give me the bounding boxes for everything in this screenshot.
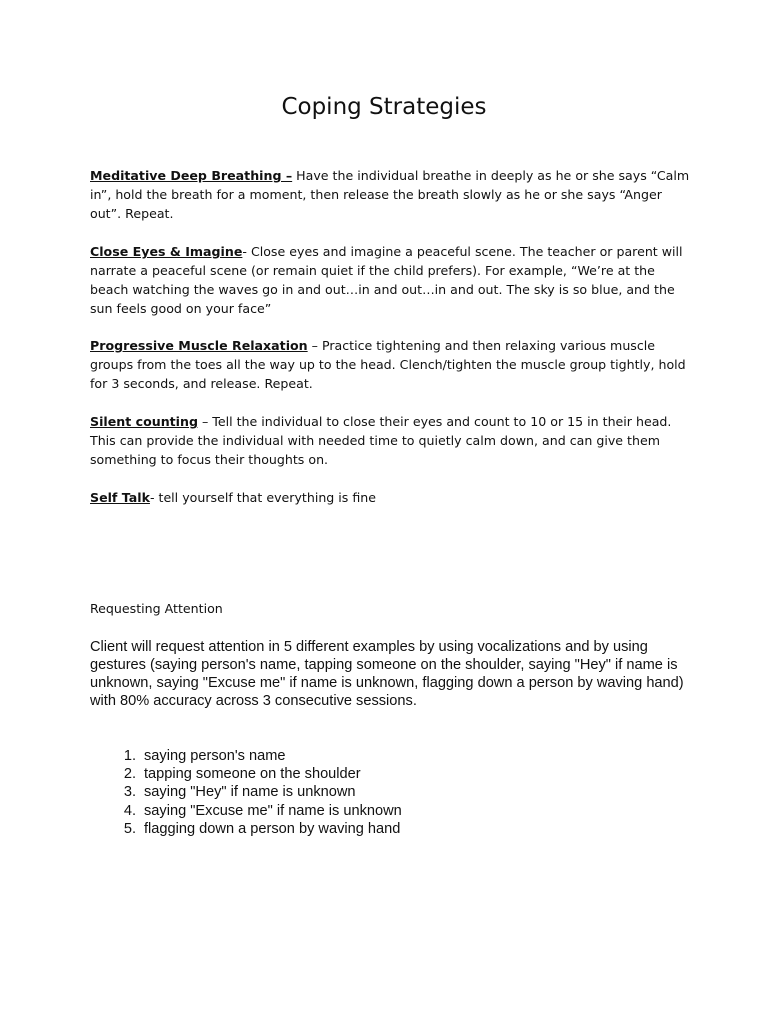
- goal-paragraph: Client will request attention in 5 different examples by using vocalizations and by using gestures (saying person's name, tapping someone on the shoulder, saying "Hey" if name is unknown, saying "Excuse me" if name is unknown, flagging down a person by waving hand) with 80% accuracy across 3 consecutive sessions.: [90, 639, 684, 709]
- strategy-term: Progressive Muscle Relaxation: [90, 338, 308, 353]
- strategy-term: Self Talk: [90, 490, 150, 505]
- strategy-progressive-muscle-relaxation: [90, 336, 690, 393]
- list-item: [90, 765, 402, 783]
- list-number: 5.: [123, 820, 136, 837]
- examples-list: [90, 747, 402, 838]
- list-item: [90, 783, 402, 801]
- list-item: [90, 802, 402, 820]
- strategy-close-eyes-imagine: [90, 242, 690, 318]
- list-number: 3.: [123, 784, 136, 801]
- list-item-text: flagging down a person by waving hand: [144, 820, 401, 837]
- list-number: 1.: [123, 748, 136, 764]
- strategy-description: – Practice tightening and then relaxing various muscle groups from the toes all the way up to the head. Clench/tighten the muscle group tightly, hold for 3 seconds, and release. Repeat.: [90, 338, 686, 391]
- strategy-term: Close Eyes & Imagine: [90, 244, 243, 259]
- page-title: Coping Strategies: [281, 94, 487, 120]
- list-number: 4.: [123, 802, 136, 819]
- strategy-description: - tell yourself that everything is fine: [149, 490, 377, 505]
- strategy-meditative-deep-breathing: [90, 166, 690, 223]
- list-number: 2.: [123, 766, 136, 783]
- strategy-description: Have the individual breathe in deeply as he or she says “Calm in”, hold the breath for a moment, then release the breath slowly as he or she says “Anger out”. Repeat.: [90, 168, 690, 221]
- strategy-self-talk: [90, 488, 690, 507]
- list-item-text: tapping someone on the shoulder: [144, 766, 361, 783]
- list-item: [90, 747, 402, 765]
- list-item-text: saying "Hey" if name is unknown: [144, 784, 356, 801]
- strategy-description: – Tell the individual to close their eyes and count to 10 or 15 in their head. This can provide the individual with needed time to quietly calm down, and can give them something to focus their thoughts on.: [90, 414, 672, 467]
- strategy-description: - Close eyes and imagine a peaceful scene. The teacher or parent will narrate a peaceful scene (or remain quiet if the child prefers). For example, “We’re at the beach watching the waves go in and out…in and out…in and out. The sky is so blue, and the sun feels good on your face”: [90, 244, 683, 316]
- list-item-text: saying person's name: [144, 748, 286, 764]
- strategy-term: Silent counting: [90, 414, 198, 429]
- section-heading: Requesting Attention: [90, 601, 223, 616]
- strategy-term: Meditative Deep Breathing –: [90, 168, 293, 183]
- strategy-silent-counting: [90, 412, 690, 469]
- list-item: [90, 820, 402, 838]
- list-item-text: saying "Excuse me" if name is unknown: [144, 802, 402, 819]
